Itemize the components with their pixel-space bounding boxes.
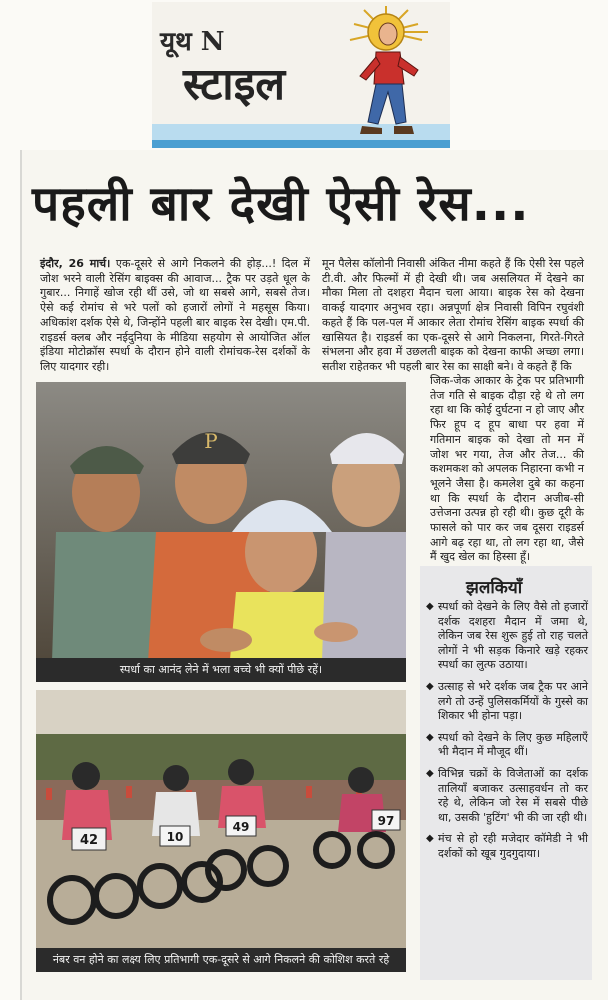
svg-text:P: P bbox=[204, 429, 218, 453]
bullet-icon: ◆ bbox=[426, 767, 434, 779]
highlights-title: झलकियाँ bbox=[466, 578, 523, 598]
list-item: ◆ मंच से हो रही मजेदार कॉमेडी ने भी दर्शकों को खूब गुदगुदाया। bbox=[426, 832, 588, 860]
list-item: ◆ विभिन्न चक्रों के विजेताओं का दर्शक तालियाँ बजाकर उत्साहवर्धन तो कर रहे थे, लेकिन जो रेस में सबसे पीछे था, उसकी 'हुटिंग' भी की जा रही थी। bbox=[426, 766, 588, 824]
photo-children-watching bbox=[36, 382, 406, 682]
photo-motocross-riders bbox=[36, 690, 406, 972]
lead-paragraph bbox=[40, 257, 310, 375]
photo2-caption: नंबर वन होने का लक्ष्य लिए प्रतिभागी एक-दूसरे से आगे निकलने की कोशिश करते रहे bbox=[36, 948, 406, 972]
photo1-caption: स्पर्धा का आनंद लेने में भला बच्चे भी क्यों पीछे रहें। bbox=[36, 658, 406, 682]
bib-number-4: 97 bbox=[377, 814, 395, 828]
list-item: ◆ उत्साह से भरे दर्शक जब ट्रैक पर आने लगे तो उन्हें पुलिसकर्मियों के गुस्से का शिकार भी होना पड़ा। bbox=[426, 679, 588, 723]
right-column-top: मून पैलेस कॉलोनी निवासी अंकित नीमा कहते हैं कि ऐसी रेस पहले टी.वी. और फिल्मों में ही देखी थी। जब असलियत में देखने का मौका मिला तो दशहरा मैदान चला आया। बाइक रेस को देखना वाकई यादगार अनुभव रहा। अन्नपूर्णा क्षेत्र निवासी विपिन रघुवंशी कहते हैं कि पल-पल में आकार लेता रोमांच रेसिंग बाइक स्पर्धा की खासियत है। राइडर्स का एक-दूसरे से आगे निकलना, गिरते-गिरते संभलना और हवा में उछलती बाइक को देखना काफी अच्छा लगा। सतीश राहेतकर भी पहली बार रेस का साक्षी बने। वे कहते हैं कि bbox=[322, 257, 584, 373]
list-item: ◆ स्पर्धा को देखने के लिए कुछ महिलाएँ भी मैदान में मौजूद थीं। bbox=[426, 730, 588, 759]
bullet-icon: ◆ bbox=[426, 731, 434, 743]
bib-number-3: 49 bbox=[232, 820, 250, 834]
masthead-title-line2: स्टाइल bbox=[183, 59, 286, 110]
highlights-list bbox=[426, 600, 588, 869]
dateline: इंदौर, 26 मार्च। bbox=[40, 257, 111, 270]
bullet-icon: ◆ bbox=[426, 601, 434, 612]
masthead-title-line1: यूथ N bbox=[160, 27, 225, 57]
bullet-icon: ◆ bbox=[426, 833, 434, 845]
bib-number-1: 42 bbox=[79, 833, 99, 848]
lead-text: एक-दूसरे से आगे निकलने की होड़...! दिल में जोश भरने वाली रेसिंग बाइक्स की आवाज... ट्रैक पर उड़ते धूल के गुबार... निगाहें खोज रही थीं उसे, जो था सबसे आगे, सबसे तेज। ऐसे कई रोमांच से भरे पलों को हजारों लोगों ने महसूस किया। अधिकांश दर्शक ऐसे थे, जिन्होंने पहली बार बाइक रेस देखी। एम.पी. राइडर्स क्लब और नईदुनिया के मीडिया सहयोग से आयोजित ऑल इंडिया मोटोक्रॉस स्पर्धा के दौरान होने वाली रोमांचक-रेस दर्शकों के लिए यादगार रही। bbox=[40, 257, 310, 373]
list-item: ◆ स्पर्धा को देखने के लिए वैसे तो हजारों दर्शक दशहरा मैदान में जमा थे, लेकिन जब रेस शुरू हुई तो राह चलते लोगों ने भी सड़क किनारे खड़े रहकर स्पर्धा का लुत्फ उठाया। bbox=[426, 600, 588, 672]
headline: पहली बार देखी ऐसी रेस... bbox=[32, 176, 530, 232]
photo-children-illustration bbox=[36, 382, 406, 682]
bullet-icon: ◆ bbox=[426, 680, 434, 692]
right-column-middle: जिक-जेक आकार के ट्रेक पर प्रतिभागी तेज गति से बाइक दौड़ा रहे थे तो लग रहा था कि कोई दुर्घटना न हो जाए और फिर हूप द हूप बाधा पर हवा में गतिमान बाइक को देखा तो मन में जोश भर गया, तेज और तेज... की कशमकश को अपलक निहारना कभी न भूलने जैसा है। कमलेश दुबे का कहना था कि स्पर्धा के दौरान अजीब-सी उत्तेजना उत्पन्न हो रही थी। कुछ दूरी के फासले को पार कर जब दूसरा राइडर्स आगे बढ़ रहा था, तो लग रहा था, जैसे मैं खुद खेल का हिस्सा हूँ। bbox=[430, 374, 585, 564]
bib-number-2: 10 bbox=[166, 830, 184, 844]
photo-motocross-illustration bbox=[36, 690, 406, 972]
masthead-figure-illustration bbox=[338, 2, 448, 148]
